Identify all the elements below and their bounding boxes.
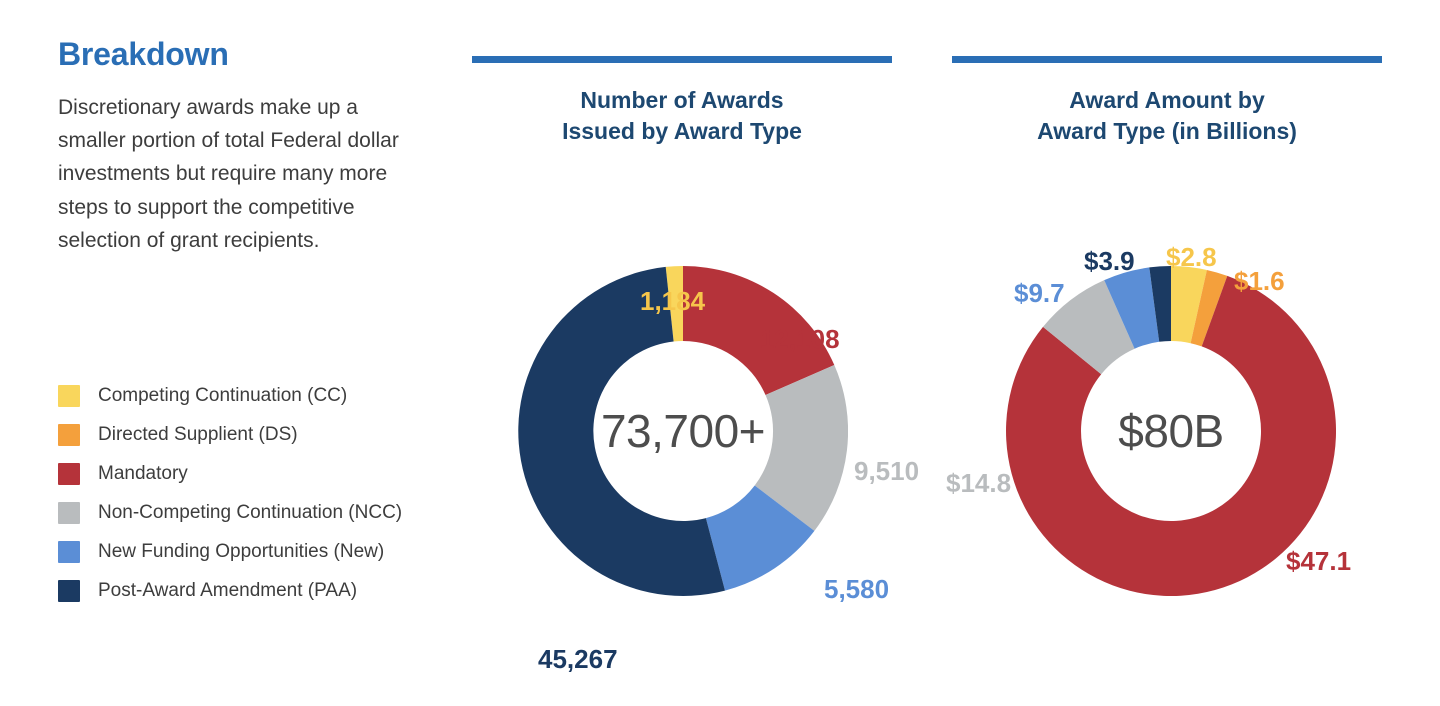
legend-swatch-ncc (58, 502, 80, 524)
data-label-cc: 1,184 (640, 286, 706, 316)
legend-swatch-ds (58, 424, 80, 446)
legend-item (58, 385, 488, 407)
chart-title-line2: Issued by Award Type (562, 117, 802, 144)
legend-swatch-new (58, 541, 80, 563)
legend-label: Mandatory (98, 462, 188, 484)
panel-divider (472, 56, 892, 63)
data-label-ncc: $14.8 (946, 468, 1012, 498)
data-label-new: 5,580 (824, 574, 890, 604)
data-label-ncc: 9,510 (854, 456, 920, 486)
legend-item (58, 502, 488, 524)
legend-label: Directed Supplient (DS) (98, 423, 298, 445)
data-label-cc: $2.8 (1166, 242, 1217, 272)
breakdown-description: Discretionary awards make up a smaller portion of total Federal dollar investments but require many more steps to support the competitive selection of grant recipients. (58, 96, 399, 252)
data-label-paa: $3.9 (1084, 246, 1135, 276)
data-label-mandatory: $47.1 (1286, 546, 1352, 576)
data-label-paa: 45,267 (538, 644, 618, 674)
legend-item (58, 463, 488, 485)
breakdown-section (58, 36, 458, 257)
page-title: Breakdown (58, 36, 229, 72)
panel-divider (952, 56, 1382, 63)
data-label-ds: $1.6 (1234, 266, 1285, 296)
legend-item (58, 541, 488, 563)
chart-title-line1: Number of Awards (580, 87, 784, 113)
legend-swatch-paa (58, 580, 80, 602)
chart-title-line1: Award Amount by (1069, 87, 1265, 113)
legend-item (58, 580, 488, 602)
legend-label: Competing Continuation (CC) (98, 384, 348, 406)
chart-title (952, 85, 1382, 146)
data-label-new: $9.7 (1014, 278, 1065, 308)
legend-swatch-cc (58, 385, 80, 407)
chart-title-line2: Award Type (in Billions) (1037, 117, 1297, 144)
donut-center-value: 73,700+ (600, 405, 766, 457)
chart-panel-number-of-awards (472, 56, 920, 674)
legend-label: Post-Award Amendment (PAA) (98, 579, 358, 601)
donut-center-value: $80B (1118, 405, 1224, 457)
data-label-mandatory: 12,108 (760, 324, 840, 354)
legend-swatch-mandatory (58, 463, 80, 485)
chart-title (472, 85, 892, 146)
legend-label: New Funding Opportunities (New) (98, 540, 385, 562)
chart-panel-award-amount (946, 56, 1382, 576)
chart-legend (58, 385, 488, 619)
legend-item (58, 424, 488, 446)
legend-label: Non-Competing Continuation (NCC) (98, 501, 403, 523)
